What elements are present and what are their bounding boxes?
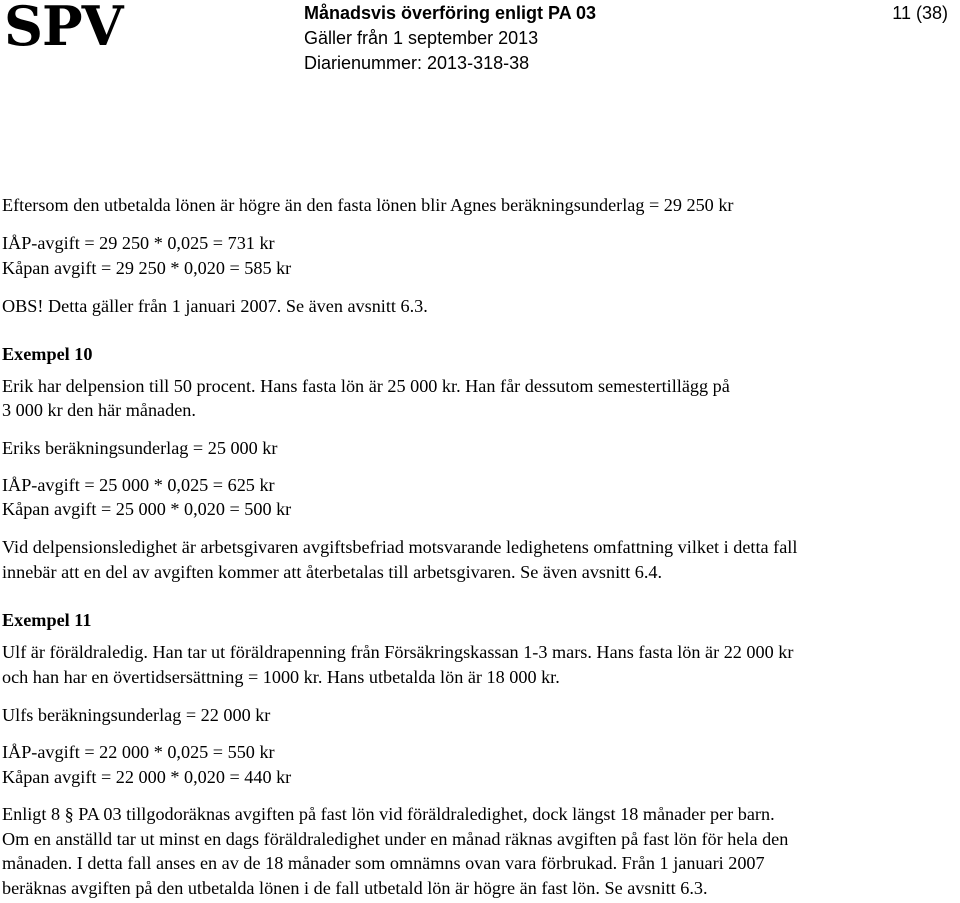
paragraph-line: Ulf är föräldraledig. Han tar ut föräldrapenning från Försäkringskassan 1-3 mars. Hans fasta lön är 22 000 kr — [2, 642, 794, 662]
valid-from: Gäller från 1 september 2013 — [304, 28, 539, 48]
example-heading: Exempel 11 — [2, 610, 92, 630]
paragraph-line: Kåpan avgift = 25 000 * 0,020 = 500 kr — [2, 499, 292, 519]
page-number: 11 (38) — [892, 3, 948, 23]
paragraph-line: Ulfs beräkningsunderlag = 22 000 kr — [2, 705, 271, 725]
example-heading: Exempel 10 — [2, 344, 93, 364]
paragraph-line: Kåpan avgift = 22 000 * 0,020 = 440 kr — [2, 767, 292, 787]
paragraph-line: OBS! Detta gäller från 1 januari 2007. Se även avsnitt 6.3. — [2, 296, 428, 316]
paragraph-line: och han har en övertidsersättning = 1000 kr. Hans utbetalda lön är 18 000 kr. — [2, 667, 560, 687]
paragraph-line: Enligt 8 § PA 03 tillgodoräknas avgiften på fast lön vid föräldraledighet, dock längst 18 månader per barn. — [2, 804, 775, 824]
paragraph-line: Eriks beräkningsunderlag = 25 000 kr — [2, 438, 278, 458]
diary-number: Diarienummer: 2013-318-38 — [304, 53, 530, 73]
paragraph-line: IÅP-avgift = 25 000 * 0,025 = 625 kr — [2, 475, 275, 495]
paragraph-line: Eftersom den utbetalda lönen är högre än den fasta lönen blir Agnes beräkningsunderlag = 29 250 kr — [2, 195, 734, 215]
paragraph-line: 3 000 kr den här månaden. — [2, 400, 196, 420]
paragraph-line: månaden. I detta fall anses en av de 18 månader som omnämns ovan vara förbrukad. Från 1 januari 2007 — [2, 853, 765, 873]
document-title: Månadsvis överföring enligt PA 03 — [304, 3, 597, 23]
paragraph-line: innebär att en del av avgiften kommer att återbetalas till arbetsgivaren. Se även avsnitt 6.4. — [2, 562, 663, 582]
paragraph-line: Om en anställd tar ut minst en dags föräldraledighet under en månad räknas avgiften på fast lön för hela den — [2, 829, 789, 849]
spv-logo: SPV — [4, 0, 123, 58]
paragraph-line: IÅP-avgift = 22 000 * 0,025 = 550 kr — [2, 742, 275, 762]
paragraph-line: Kåpan avgift = 29 250 * 0,020 = 585 kr — [2, 258, 292, 278]
paragraph-line: Erik har delpension till 50 procent. Hans fasta lön är 25 000 kr. Han får dessutom semestertillägg på — [2, 376, 730, 396]
paragraph-line: IÅP-avgift = 29 250 * 0,025 = 731 kr — [2, 233, 275, 253]
paragraph-line: Vid delpensionsledighet är arbetsgivaren avgiftsbefriad motsvarande ledighetens omfattning vilket i detta fall — [2, 537, 798, 557]
paragraph-line: beräknas avgiften på den utbetalda lönen i de fall utbetald lön är högre än fast lön. Se avsnitt 6.3. — [2, 878, 708, 898]
